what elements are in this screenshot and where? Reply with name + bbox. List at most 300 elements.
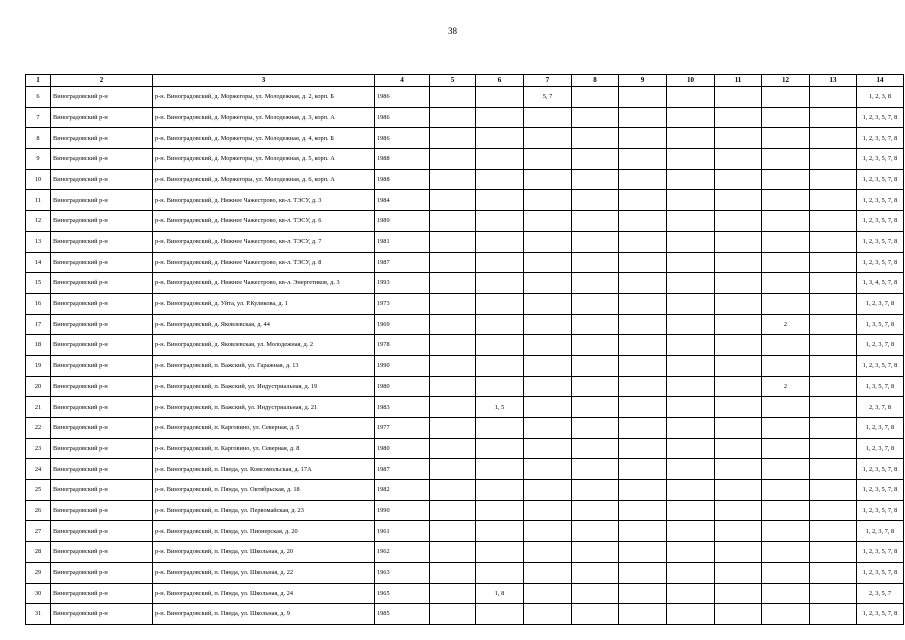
address-cell: р-н. Виноградовский, д. Моржегоры, ул. Молодежная, д. 2, корп. Б — [153, 87, 375, 108]
column-11-cell — [715, 459, 762, 480]
column-14-cell: 1, 2, 3, 5, 7, 8 — [857, 252, 904, 273]
district-cell: Виноградовский р-н — [51, 459, 153, 480]
column-11-cell — [715, 438, 762, 459]
column-5-cell — [430, 355, 476, 376]
column-7-cell — [524, 376, 572, 397]
column-8-cell — [572, 107, 619, 128]
column-6-cell — [476, 87, 524, 108]
column-7-cell — [524, 438, 572, 459]
column-12-cell — [762, 604, 810, 625]
year-cell: 1983 — [375, 397, 430, 418]
column-7-cell — [524, 231, 572, 252]
column-10-cell — [667, 521, 715, 542]
row-number-cell: 31 — [26, 604, 51, 625]
column-5-cell — [430, 542, 476, 563]
column-header-11: 11 — [715, 75, 762, 87]
column-10-cell — [667, 252, 715, 273]
address-cell: р-н. Виноградовский, п. Пянда, ул. Школьная, д. 24 — [153, 583, 375, 604]
column-8-cell — [572, 314, 619, 335]
district-cell: Виноградовский р-н — [51, 231, 153, 252]
address-cell: р-н. Виноградовский, д. Нижнее Чажестрово, кв-л. Энергетиков, д. 3 — [153, 273, 375, 294]
column-12-cell — [762, 355, 810, 376]
column-9-cell — [619, 190, 667, 211]
address-cell: р-н. Виноградовский, п. Пянда, ул. Пионерская, д. 20 — [153, 521, 375, 542]
row-number-cell: 28 — [26, 542, 51, 563]
row-number-cell: 12 — [26, 211, 51, 232]
column-13-cell — [810, 107, 857, 128]
column-12-cell — [762, 397, 810, 418]
column-6-cell — [476, 480, 524, 501]
address-cell: р-н. Виноградовский, п. Пянда, ул. Школьная, д. 22 — [153, 562, 375, 583]
column-8-cell — [572, 128, 619, 149]
column-10-cell — [667, 418, 715, 439]
column-8-cell — [572, 459, 619, 480]
address-cell: р-н. Виноградовский, д. Яковлевская, д. 44 — [153, 314, 375, 335]
column-12-cell — [762, 190, 810, 211]
address-cell: р-н. Виноградовский, п. Карговино, ул. Северная, д. 8 — [153, 438, 375, 459]
column-14-cell: 2, 3, 7, 8 — [857, 397, 904, 418]
district-cell: Виноградовский р-н — [51, 314, 153, 335]
column-11-cell — [715, 252, 762, 273]
year-cell: 1993 — [375, 273, 430, 294]
row-number-cell: 25 — [26, 480, 51, 501]
column-8-cell — [572, 521, 619, 542]
column-11-cell — [715, 335, 762, 356]
column-11-cell — [715, 149, 762, 170]
year-cell: 1963 — [375, 562, 430, 583]
column-8-cell — [572, 542, 619, 563]
column-11-cell — [715, 604, 762, 625]
column-5-cell — [430, 480, 476, 501]
district-cell: Виноградовский р-н — [51, 542, 153, 563]
column-6-cell — [476, 273, 524, 294]
table-row — [26, 87, 904, 108]
district-cell: Виноградовский р-н — [51, 480, 153, 501]
column-9-cell — [619, 107, 667, 128]
column-10-cell — [667, 542, 715, 563]
column-7-cell — [524, 252, 572, 273]
column-5-cell — [430, 128, 476, 149]
district-cell: Виноградовский р-н — [51, 252, 153, 273]
column-9-cell — [619, 314, 667, 335]
column-9-cell — [619, 459, 667, 480]
table-row — [26, 335, 904, 356]
column-12-cell: 2 — [762, 314, 810, 335]
column-9-cell — [619, 273, 667, 294]
column-6-cell — [476, 335, 524, 356]
column-5-cell — [430, 521, 476, 542]
column-8-cell — [572, 211, 619, 232]
column-14-cell: 1, 2, 3, 5, 7, 8 — [857, 128, 904, 149]
column-10-cell — [667, 190, 715, 211]
column-14-cell: 1, 2, 3, 7, 8 — [857, 438, 904, 459]
column-9-cell — [619, 231, 667, 252]
table-row — [26, 542, 904, 563]
column-11-cell — [715, 418, 762, 439]
column-5-cell — [430, 211, 476, 232]
district-cell: Виноградовский р-н — [51, 500, 153, 521]
address-cell: р-н. Виноградовский, п. Важский, ул. Индустриальная, д. 19 — [153, 376, 375, 397]
column-13-cell — [810, 562, 857, 583]
district-cell: Виноградовский р-н — [51, 87, 153, 108]
year-cell: 1978 — [375, 335, 430, 356]
address-cell: р-н. Виноградовский, п. Карговино, ул. Северная, д. 5 — [153, 418, 375, 439]
year-cell: 1982 — [375, 480, 430, 501]
column-8-cell — [572, 438, 619, 459]
column-9-cell — [619, 355, 667, 376]
column-9-cell — [619, 438, 667, 459]
column-13-cell — [810, 376, 857, 397]
table-row — [26, 211, 904, 232]
column-10-cell — [667, 211, 715, 232]
column-5-cell — [430, 604, 476, 625]
year-cell: 1980 — [375, 376, 430, 397]
column-13-cell — [810, 418, 857, 439]
address-cell: р-н. Виноградовский, д. Моржегоры, ул. Молодежная, д. 6, корп. А — [153, 169, 375, 190]
column-10-cell — [667, 583, 715, 604]
column-9-cell — [619, 128, 667, 149]
column-6-cell: 1, 5 — [476, 397, 524, 418]
column-9-cell — [619, 604, 667, 625]
column-11-cell — [715, 87, 762, 108]
column-11-cell — [715, 190, 762, 211]
column-5-cell — [430, 149, 476, 170]
column-13-cell — [810, 438, 857, 459]
column-10-cell — [667, 480, 715, 501]
column-7-cell — [524, 459, 572, 480]
district-cell: Виноградовский р-н — [51, 335, 153, 356]
address-cell: р-н. Виноградовский, п. Пянда, ул. Школьная, д. 20 — [153, 542, 375, 563]
column-header-12: 12 — [762, 75, 810, 87]
column-11-cell — [715, 314, 762, 335]
column-6-cell — [476, 128, 524, 149]
column-12-cell — [762, 418, 810, 439]
column-13-cell — [810, 128, 857, 149]
column-14-cell: 1, 2, 3, 7, 8 — [857, 521, 904, 542]
column-14-cell: 1, 3, 4, 5, 7, 8 — [857, 273, 904, 294]
year-cell: 1977 — [375, 418, 430, 439]
column-7-cell — [524, 273, 572, 294]
district-cell: Виноградовский р-н — [51, 190, 153, 211]
column-5-cell — [430, 87, 476, 108]
address-cell: р-н. Виноградовский, п. Пянда, ул. Октябрьская, д. 18 — [153, 480, 375, 501]
column-9-cell — [619, 418, 667, 439]
row-number-cell: 7 — [26, 107, 51, 128]
district-cell: Виноградовский р-н — [51, 128, 153, 149]
column-6-cell: 1, 8 — [476, 583, 524, 604]
column-7-cell — [524, 583, 572, 604]
column-7-cell — [524, 107, 572, 128]
year-cell: 1985 — [375, 604, 430, 625]
row-number-cell: 9 — [26, 149, 51, 170]
table-row — [26, 604, 904, 625]
column-9-cell — [619, 169, 667, 190]
column-6-cell — [476, 542, 524, 563]
column-13-cell — [810, 500, 857, 521]
column-14-cell: 1, 2, 3, 5, 7, 8 — [857, 169, 904, 190]
table-row — [26, 583, 904, 604]
column-header-3: 3 — [153, 75, 375, 87]
column-12-cell — [762, 273, 810, 294]
column-9-cell — [619, 397, 667, 418]
column-13-cell — [810, 231, 857, 252]
column-12-cell — [762, 149, 810, 170]
column-5-cell — [430, 438, 476, 459]
column-5-cell — [430, 252, 476, 273]
column-11-cell — [715, 107, 762, 128]
row-number-cell: 6 — [26, 87, 51, 108]
row-number-cell: 30 — [26, 583, 51, 604]
column-13-cell — [810, 335, 857, 356]
table-row — [26, 273, 904, 294]
column-10-cell — [667, 604, 715, 625]
column-12-cell — [762, 293, 810, 314]
row-number-cell: 26 — [26, 500, 51, 521]
column-9-cell — [619, 521, 667, 542]
column-14-cell: 1, 2, 3, 5, 7, 8 — [857, 231, 904, 252]
column-6-cell — [476, 231, 524, 252]
column-5-cell — [430, 273, 476, 294]
column-8-cell — [572, 355, 619, 376]
column-header-8: 8 — [572, 75, 619, 87]
column-12-cell — [762, 211, 810, 232]
column-13-cell — [810, 397, 857, 418]
table-row — [26, 500, 904, 521]
column-13-cell — [810, 480, 857, 501]
column-5-cell — [430, 314, 476, 335]
page-number: 38 — [448, 26, 457, 36]
column-7-cell — [524, 355, 572, 376]
column-11-cell — [715, 562, 762, 583]
column-11-cell — [715, 480, 762, 501]
column-10-cell — [667, 149, 715, 170]
column-9-cell — [619, 583, 667, 604]
column-6-cell — [476, 562, 524, 583]
column-14-cell: 1, 2, 3, 7, 8 — [857, 335, 904, 356]
column-12-cell — [762, 500, 810, 521]
year-cell: 1988 — [375, 169, 430, 190]
column-14-cell: 1, 2, 3, 5, 7, 8 — [857, 190, 904, 211]
column-9-cell — [619, 542, 667, 563]
column-12-cell — [762, 252, 810, 273]
column-10-cell — [667, 128, 715, 149]
row-number-cell: 29 — [26, 562, 51, 583]
column-11-cell — [715, 293, 762, 314]
column-9-cell — [619, 149, 667, 170]
column-12-cell — [762, 583, 810, 604]
column-5-cell — [430, 583, 476, 604]
column-9-cell — [619, 211, 667, 232]
column-6-cell — [476, 149, 524, 170]
address-cell: р-н. Виноградовский, п. Важский, ул. Гаражная, д. 13 — [153, 355, 375, 376]
column-9-cell — [619, 293, 667, 314]
column-11-cell — [715, 273, 762, 294]
column-14-cell: 1, 2, 3, 5, 7, 8 — [857, 211, 904, 232]
column-13-cell — [810, 542, 857, 563]
year-cell: 1984 — [375, 190, 430, 211]
column-7-cell — [524, 521, 572, 542]
column-12-cell — [762, 521, 810, 542]
column-header-2: 2 — [51, 75, 153, 87]
district-cell: Виноградовский р-н — [51, 418, 153, 439]
district-cell: Виноградовский р-н — [51, 211, 153, 232]
row-number-cell: 27 — [26, 521, 51, 542]
column-14-cell: 1, 2, 3, 5, 7, 8 — [857, 107, 904, 128]
district-cell: Виноградовский р-н — [51, 107, 153, 128]
column-7-cell — [524, 169, 572, 190]
column-14-cell: 1, 2, 3, 8 — [857, 87, 904, 108]
district-cell: Виноградовский р-н — [51, 169, 153, 190]
column-6-cell — [476, 169, 524, 190]
column-14-cell: 1, 2, 3, 7, 8 — [857, 293, 904, 314]
address-cell: р-н. Виноградовский, д. Моржегоры, ул. Молодежная, д. 4, корп. Б — [153, 128, 375, 149]
column-9-cell — [619, 335, 667, 356]
column-10-cell — [667, 376, 715, 397]
column-10-cell — [667, 397, 715, 418]
address-cell: р-н. Виноградовский, д. Уйта, ул. Р.Куликова, д. 1 — [153, 293, 375, 314]
row-number-cell: 23 — [26, 438, 51, 459]
address-cell: р-н. Виноградовский, д. Яковлевская, ул. Молодежная, д. 2 — [153, 335, 375, 356]
column-11-cell — [715, 521, 762, 542]
column-5-cell — [430, 397, 476, 418]
column-6-cell — [476, 459, 524, 480]
row-number-cell: 19 — [26, 355, 51, 376]
row-number-cell: 14 — [26, 252, 51, 273]
column-5-cell — [430, 376, 476, 397]
column-13-cell — [810, 459, 857, 480]
column-12-cell — [762, 169, 810, 190]
year-cell: 1986 — [375, 128, 430, 149]
year-cell: 1969 — [375, 314, 430, 335]
column-13-cell — [810, 521, 857, 542]
column-5-cell — [430, 107, 476, 128]
column-10-cell — [667, 231, 715, 252]
district-cell: Виноградовский р-н — [51, 397, 153, 418]
column-8-cell — [572, 293, 619, 314]
column-6-cell — [476, 252, 524, 273]
column-14-cell: 1, 2, 3, 5, 7, 8 — [857, 459, 904, 480]
district-cell: Виноградовский р-н — [51, 355, 153, 376]
column-13-cell — [810, 169, 857, 190]
column-8-cell — [572, 169, 619, 190]
column-14-cell: 1, 3, 5, 7, 8 — [857, 314, 904, 335]
column-12-cell — [762, 562, 810, 583]
column-14-cell: 1, 3, 5, 7, 8 — [857, 376, 904, 397]
table-row — [26, 355, 904, 376]
column-13-cell — [810, 252, 857, 273]
column-5-cell — [430, 418, 476, 439]
table-row — [26, 231, 904, 252]
address-cell: р-н. Виноградовский, п. Пянда, ул. Первомайская, д. 23 — [153, 500, 375, 521]
row-number-cell: 8 — [26, 128, 51, 149]
table-row — [26, 252, 904, 273]
row-number-cell: 11 — [26, 190, 51, 211]
table-row — [26, 293, 904, 314]
year-cell: 1981 — [375, 231, 430, 252]
column-11-cell — [715, 355, 762, 376]
column-8-cell — [572, 335, 619, 356]
column-13-cell — [810, 355, 857, 376]
column-12-cell — [762, 335, 810, 356]
column-6-cell — [476, 438, 524, 459]
column-header-1: 1 — [26, 75, 51, 87]
column-7-cell — [524, 418, 572, 439]
year-cell: 1990 — [375, 500, 430, 521]
district-cell: Виноградовский р-н — [51, 376, 153, 397]
column-10-cell — [667, 273, 715, 294]
column-14-cell: 1, 2, 3, 5, 7, 8 — [857, 542, 904, 563]
column-11-cell — [715, 500, 762, 521]
column-7-cell — [524, 335, 572, 356]
column-header-14: 14 — [857, 75, 904, 87]
year-cell: 1962 — [375, 542, 430, 563]
column-12-cell — [762, 480, 810, 501]
column-10-cell — [667, 314, 715, 335]
column-10-cell — [667, 459, 715, 480]
column-7-cell — [524, 314, 572, 335]
row-number-cell: 13 — [26, 231, 51, 252]
column-7-cell — [524, 604, 572, 625]
column-11-cell — [715, 231, 762, 252]
district-cell: Виноградовский р-н — [51, 604, 153, 625]
row-number-cell: 15 — [26, 273, 51, 294]
column-12-cell — [762, 438, 810, 459]
column-7-cell — [524, 500, 572, 521]
column-5-cell — [430, 293, 476, 314]
address-cell: р-н. Виноградовский, д. Нижнее Чажестрово, кв-л. ТЭСУ, д. 3 — [153, 190, 375, 211]
column-5-cell — [430, 231, 476, 252]
table-row — [26, 397, 904, 418]
column-10-cell — [667, 169, 715, 190]
table-row — [26, 149, 904, 170]
column-13-cell — [810, 604, 857, 625]
row-number-cell: 24 — [26, 459, 51, 480]
column-8-cell — [572, 500, 619, 521]
table-row — [26, 128, 904, 149]
column-7-cell — [524, 211, 572, 232]
row-number-cell: 16 — [26, 293, 51, 314]
year-cell: 1980 — [375, 438, 430, 459]
column-11-cell — [715, 128, 762, 149]
address-cell: р-н. Виноградовский, д. Нижнее Чажестрово, кв-л. ТЭСУ, д. 6 — [153, 211, 375, 232]
district-cell: Виноградовский р-н — [51, 562, 153, 583]
column-9-cell — [619, 480, 667, 501]
district-cell: Виноградовский р-н — [51, 583, 153, 604]
district-cell: Виноградовский р-н — [51, 273, 153, 294]
year-cell: 1973 — [375, 293, 430, 314]
column-10-cell — [667, 562, 715, 583]
column-13-cell — [810, 293, 857, 314]
row-number-cell: 18 — [26, 335, 51, 356]
column-7-cell — [524, 480, 572, 501]
column-8-cell — [572, 376, 619, 397]
column-14-cell: 1, 2, 3, 5, 7, 8 — [857, 480, 904, 501]
row-number-cell: 17 — [26, 314, 51, 335]
column-8-cell — [572, 87, 619, 108]
column-14-cell: 1, 2, 3, 5, 7, 8 — [857, 604, 904, 625]
column-header-9: 9 — [619, 75, 667, 87]
table-row — [26, 190, 904, 211]
column-10-cell — [667, 438, 715, 459]
column-13-cell — [810, 314, 857, 335]
table-row — [26, 376, 904, 397]
table-row — [26, 459, 904, 480]
year-cell: 1986 — [375, 107, 430, 128]
column-7-cell — [524, 190, 572, 211]
column-5-cell — [430, 335, 476, 356]
column-7-cell — [524, 542, 572, 563]
column-6-cell — [476, 500, 524, 521]
